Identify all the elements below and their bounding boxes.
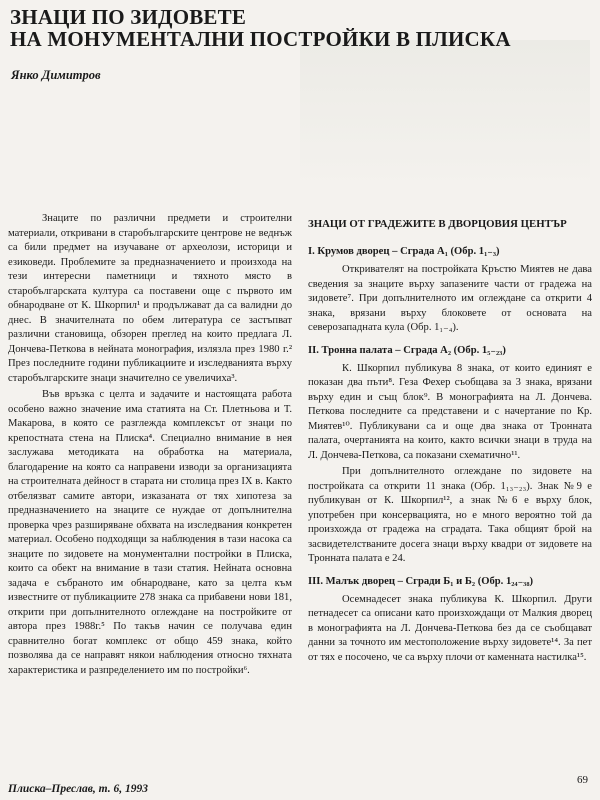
journal-footer: Плиска–Преслав, т. 6, 1993 <box>8 783 149 795</box>
left-column <box>8 212 292 680</box>
paragraph: Откривателят на постройката Кръстю Миятев не дава сведения за знаците върху запазените части от градежа на зидовете⁷. При допълнителното им оглеждане са открити 4 знака, врязани върху блоковете от основата на северозападната кула (Обр. 1₁₋₄). <box>308 264 592 333</box>
title-line-1: ЗНАЦИ ПО ЗИДОВЕТЕ <box>10 5 247 29</box>
subsection-heading-2: II. Тронна палата – Сграда А₂ (Обр. 1₅₋₂₃) <box>308 344 506 356</box>
paragraph: К. Шкорпил публикува 8 знака, от които единият е показан два пъти⁸. Геза Фехер съобщава за 3 знака, врязани върху един и същ блок⁹. В монографията на Л. Дончева. Петкова последните са представени и с начертание по Кр. Миятев¹⁰. Публикувани са и още два знака от Тронната палата, очертанията на които, както всички знаци в труда на Л. Дончева-Петкова, са показани схематично¹¹. <box>308 362 592 461</box>
subsection-heading-3: III. Малък дворец – Сгради Б₁ и Б₂ (Обр. 1₂₄₋₃₈) <box>308 575 534 587</box>
author-name: Янко Димитров <box>11 68 101 82</box>
paragraph: Осемнадесет знака публикува К. Шкорпил. Други петнадесет са описани като произхождащи от Малкия дворец в монографията на Л. Дончева-Петкова без да се съобщават данни за точното им местоположение върху зидовете¹⁴. За пет от тях е посочено, че са върху плочи от каменната настилка¹⁵. <box>308 593 592 663</box>
paragraph: Знаците по различни предмети и строителни материали, откривани в старобългарските центрове не веднъж са били предмет на изучаване от археолози, историци и езиковеди. Проблемите за предназначението и произхода на тези интересни паметници и тяхното място в старобългарската култура са поставени още с първото им обнародване от К. Шкорпил¹ и продължават да са валидни до днес. В значителната по обем литература се застъпват различни становища, обзорен преглед на които предлага Л. Дончева-Петкова в нейната монография, излязла през 1980 г.² През последните години публикациите и изследванията върху старобългарските знаци значително се увеличиха³. <box>8 213 292 384</box>
title-line-2: НА МОНУМЕНТАЛНИ ПОСТРОЙКИ В ПЛИСКА <box>10 27 511 51</box>
subsection-heading-1: I. Крумов дворец – Сграда А₁ (Обр. 1₁₋₃) <box>308 246 500 257</box>
paragraph: Във връзка с целта и задачите и настоящата работа особено важно значение има статията на Ст. Плетньова и Т. Макарова, в която се разглежда комплексът от знаци по крепостната стена на Плиска⁴. Специално внимание в нея заслужава методиката на обработка на материала, благодарение на която са направени изводи за организацията на строителната дейност в старата ни столица през IX в. Както отбелязват самите автори, изказаната от тях хипотеза за предназначението на знаците се нуждае от допълнителна проверка чрез разширяване обхвата на изследвания конкретен материал. Особено подходящи за наблюдения в тази насока са знаците по зидовете на монументални постройки в Плиска, които са обект на внимание в тази статия. Нейната основна задача е събраното им обнародване, като за целта към известните от публикациите 278 знака са прибавени нови 181, открити при допълнителното оглеждане на постройките от автора през 1988г.⁵ По такъв начин се получава един сравнително богат комплекс от общо 459 знака, който позволява да се направят някои наблюдения относно тяхната характеристика и разпределението им по постройки⁶. <box>8 389 292 676</box>
right-column <box>308 217 592 667</box>
scan-background-shading <box>300 40 590 190</box>
page-number: 69 <box>577 774 588 786</box>
article-title <box>10 6 595 50</box>
section-heading: ЗНАЦИ ОТ ГРАДЕЖИТЕ В ДВОРЦОВИЯ ЦЕНТЪР <box>308 218 567 230</box>
paragraph: При допълнителното оглеждане по зидовете на постройката са открити 11 знака (Обр. 1₁₃₋₂₃). Знак №9 е публикуван от К. Шкорпил¹², а знак №6 е върху блок, употребен при консервацията, но е много вероятно той да произхожда от градежа на сградата. Така общият брой на засвидетелстваните досега знаци върху квадри от зидовете на Тронната палата е 24. <box>308 466 592 564</box>
